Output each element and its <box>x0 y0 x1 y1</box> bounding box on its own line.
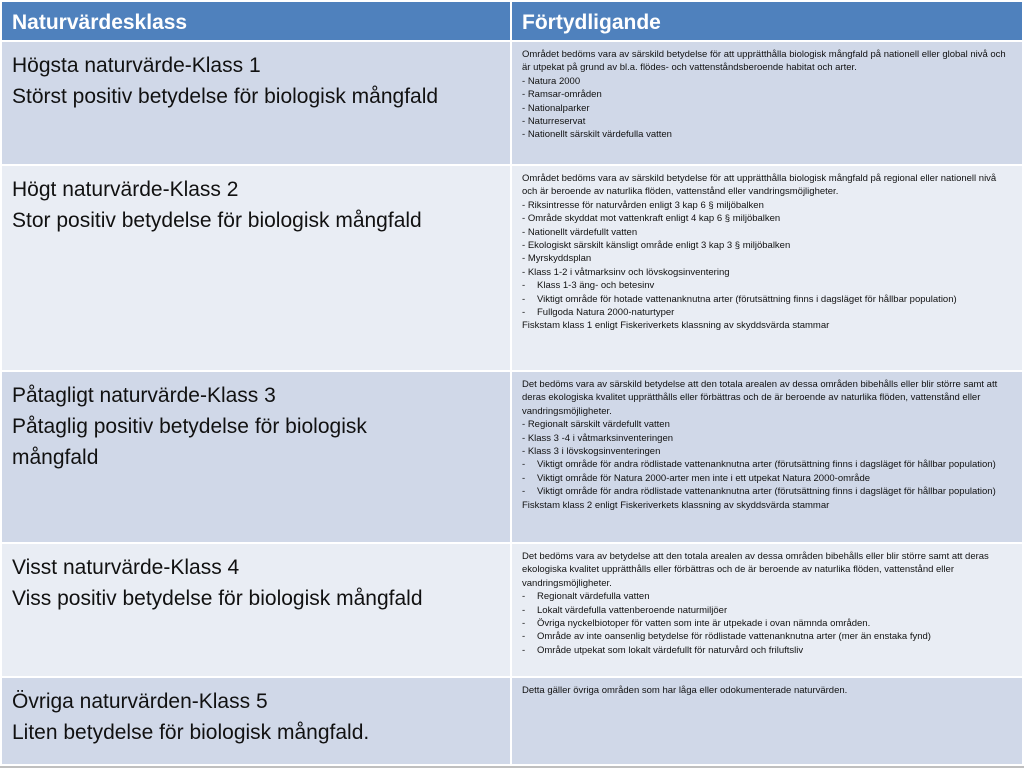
list-item: - Lokalt värdefulla vattenberoende naturmiljöer <box>522 604 1014 617</box>
list-item: - Viktigt område för Natura 2000-arter men inte i ett utpekat Natura 2000-område <box>522 472 1014 485</box>
list-item: - Ramsar-områden <box>522 88 1014 101</box>
class-3-outro: Fiskstam klass 2 enligt Fiskeriverkets klassning av skyddsvärda stammar <box>522 499 830 511</box>
list-item: - Område av inte oansenlig betydelse för rödlistade vattenanknutna arter (mer än enstaka fynd) <box>522 630 1014 643</box>
class-2-list <box>522 199 1014 320</box>
class-5-intro: Detta gäller övriga områden som har låga eller odokumenterade naturvärden. <box>522 685 848 696</box>
list-item: - Viktigt område för hotade vattenanknutna arter (förutsättning finns i dagsläget för hållbar population) <box>522 293 1014 306</box>
list-item: - Nationellt särskilt värdefulla vatten <box>522 128 1014 141</box>
class-4-intro: Det bedöms vara av betydelse att den totala arealen av dessa områden bibehålls eller blir större samt att deras ekologiska kvalitet upprätthålls eller förbättras och de är beroende av naturlika flöden, vattenstånd eller vandringsmöjligheter. <box>522 551 989 589</box>
nature-value-table <box>2 2 1024 766</box>
class-4-cell <box>2 544 512 678</box>
list-item: - Regionalt värdefulla vatten <box>522 590 1014 603</box>
class-3-title: Påtagligt naturvärde-Klass 3 <box>12 384 276 407</box>
class-3-cell <box>2 372 512 544</box>
class-3-subtitle: Påtaglig positiv betydelse för biologisk mångfald <box>12 415 367 469</box>
class-2-title: Högt naturvärde-Klass 2 <box>12 178 239 201</box>
class-3-list <box>522 418 1014 498</box>
class-5-cell <box>2 678 512 766</box>
list-item: - Klass 3 i lövskogsinventeringen <box>522 445 1014 458</box>
class-4-subtitle: Viss positiv betydelse för biologisk mångfald <box>12 587 423 610</box>
class-2-subtitle: Stor positiv betydelse för biologisk mångfald <box>12 209 422 232</box>
class-2-cell <box>2 166 512 372</box>
list-item: - Ekologiskt särskilt känsligt område enligt 3 kap 3 § miljöbalken <box>522 239 1014 252</box>
list-item: - Viktigt område för andra rödlistade vattenanknutna arter (förutsättning finns i dagsläget för hållbar population) <box>522 485 1014 498</box>
list-item: - Fullgoda Natura 2000-naturtyper <box>522 306 1014 319</box>
list-item: - Myrskyddsplan <box>522 252 1014 265</box>
list-item: - Nationalparker <box>522 102 1014 115</box>
list-item: - Klass 1-2 i våtmarksinv och lövskogsinventering <box>522 266 1014 279</box>
class-1-intro: Området bedöms vara av särskild betydelse för att upprätthålla biologisk mångfald på nationell eller global nivå och är utpekat på grund av bl.a. flödes- och vattenståndsberoende habitat och arter. <box>522 49 1006 74</box>
class-3-description <box>512 372 1024 544</box>
class-1-title: Högsta naturvärde-Klass 1 <box>12 54 261 77</box>
list-item: - Område skyddat mot vattenkraft enligt 4 kap 6 § miljöbalken <box>522 212 1014 225</box>
header-naturvardesklass: Naturvärdesklass <box>2 2 512 42</box>
class-3-intro: Det bedöms vara av särskild betydelse att den totala arealen av dessa områden bibehålls eller blir större samt att deras ekologiska kvalitet upprätthålls eller förbättras och de är beroende av naturlika flöden, vattenstånd eller vandringsmöjligheter. <box>522 379 998 417</box>
list-item: - Nationellt värdefullt vatten <box>522 226 1014 239</box>
list-item: - Natura 2000 <box>522 75 1014 88</box>
class-2-outro: Fiskstam klass 1 enligt Fiskeriverkets klassning av skyddsvärda stammar <box>522 320 830 332</box>
list-item: - Riksintresse för naturvården enligt 3 kap 6 § miljöbalken <box>522 199 1014 212</box>
class-2-intro: Området bedöms vara av särskild betydelse för att upprätthålla biologisk mångfald på regional eller nationell nivå och är beroende av naturlika flöden, vattenstånd eller vandringsmöjligheter. <box>522 173 997 198</box>
class-1-cell <box>2 42 512 166</box>
class-4-title: Visst naturvärde-Klass 4 <box>12 556 240 579</box>
header-fortydligande: Förtydligande <box>512 2 1024 42</box>
class-1-subtitle: Störst positiv betydelse för biologisk mångfald <box>12 85 439 108</box>
class-1-list <box>522 75 1014 142</box>
list-item: - Övriga nyckelbiotoper för vatten som inte är utpekade i ovan nämnda områden. <box>522 617 1014 630</box>
class-5-description <box>512 678 1024 766</box>
class-4-description <box>512 544 1024 678</box>
class-5-title: Övriga naturvärden-Klass 5 <box>12 690 268 713</box>
list-item: - Naturreservat <box>522 115 1014 128</box>
list-item: - Regionalt särskilt värdefullt vatten <box>522 418 1014 431</box>
list-item: - Klass 1-3 äng- och betesinv <box>522 279 1014 292</box>
class-5-subtitle: Liten betydelse för biologisk mångfald. <box>12 721 370 744</box>
list-item: - Klass 3 -4 i våtmarksinventeringen <box>522 432 1014 445</box>
list-item: - Viktigt område för andra rödlistade vattenanknutna arter (förutsättning finns i dagsläget för hållbar population) <box>522 458 1014 471</box>
class-4-list <box>522 590 1014 657</box>
list-item: - Område utpekat som lokalt värdefullt för naturvård och friluftsliv <box>522 644 1014 657</box>
class-1-description <box>512 42 1024 166</box>
class-2-description <box>512 166 1024 372</box>
